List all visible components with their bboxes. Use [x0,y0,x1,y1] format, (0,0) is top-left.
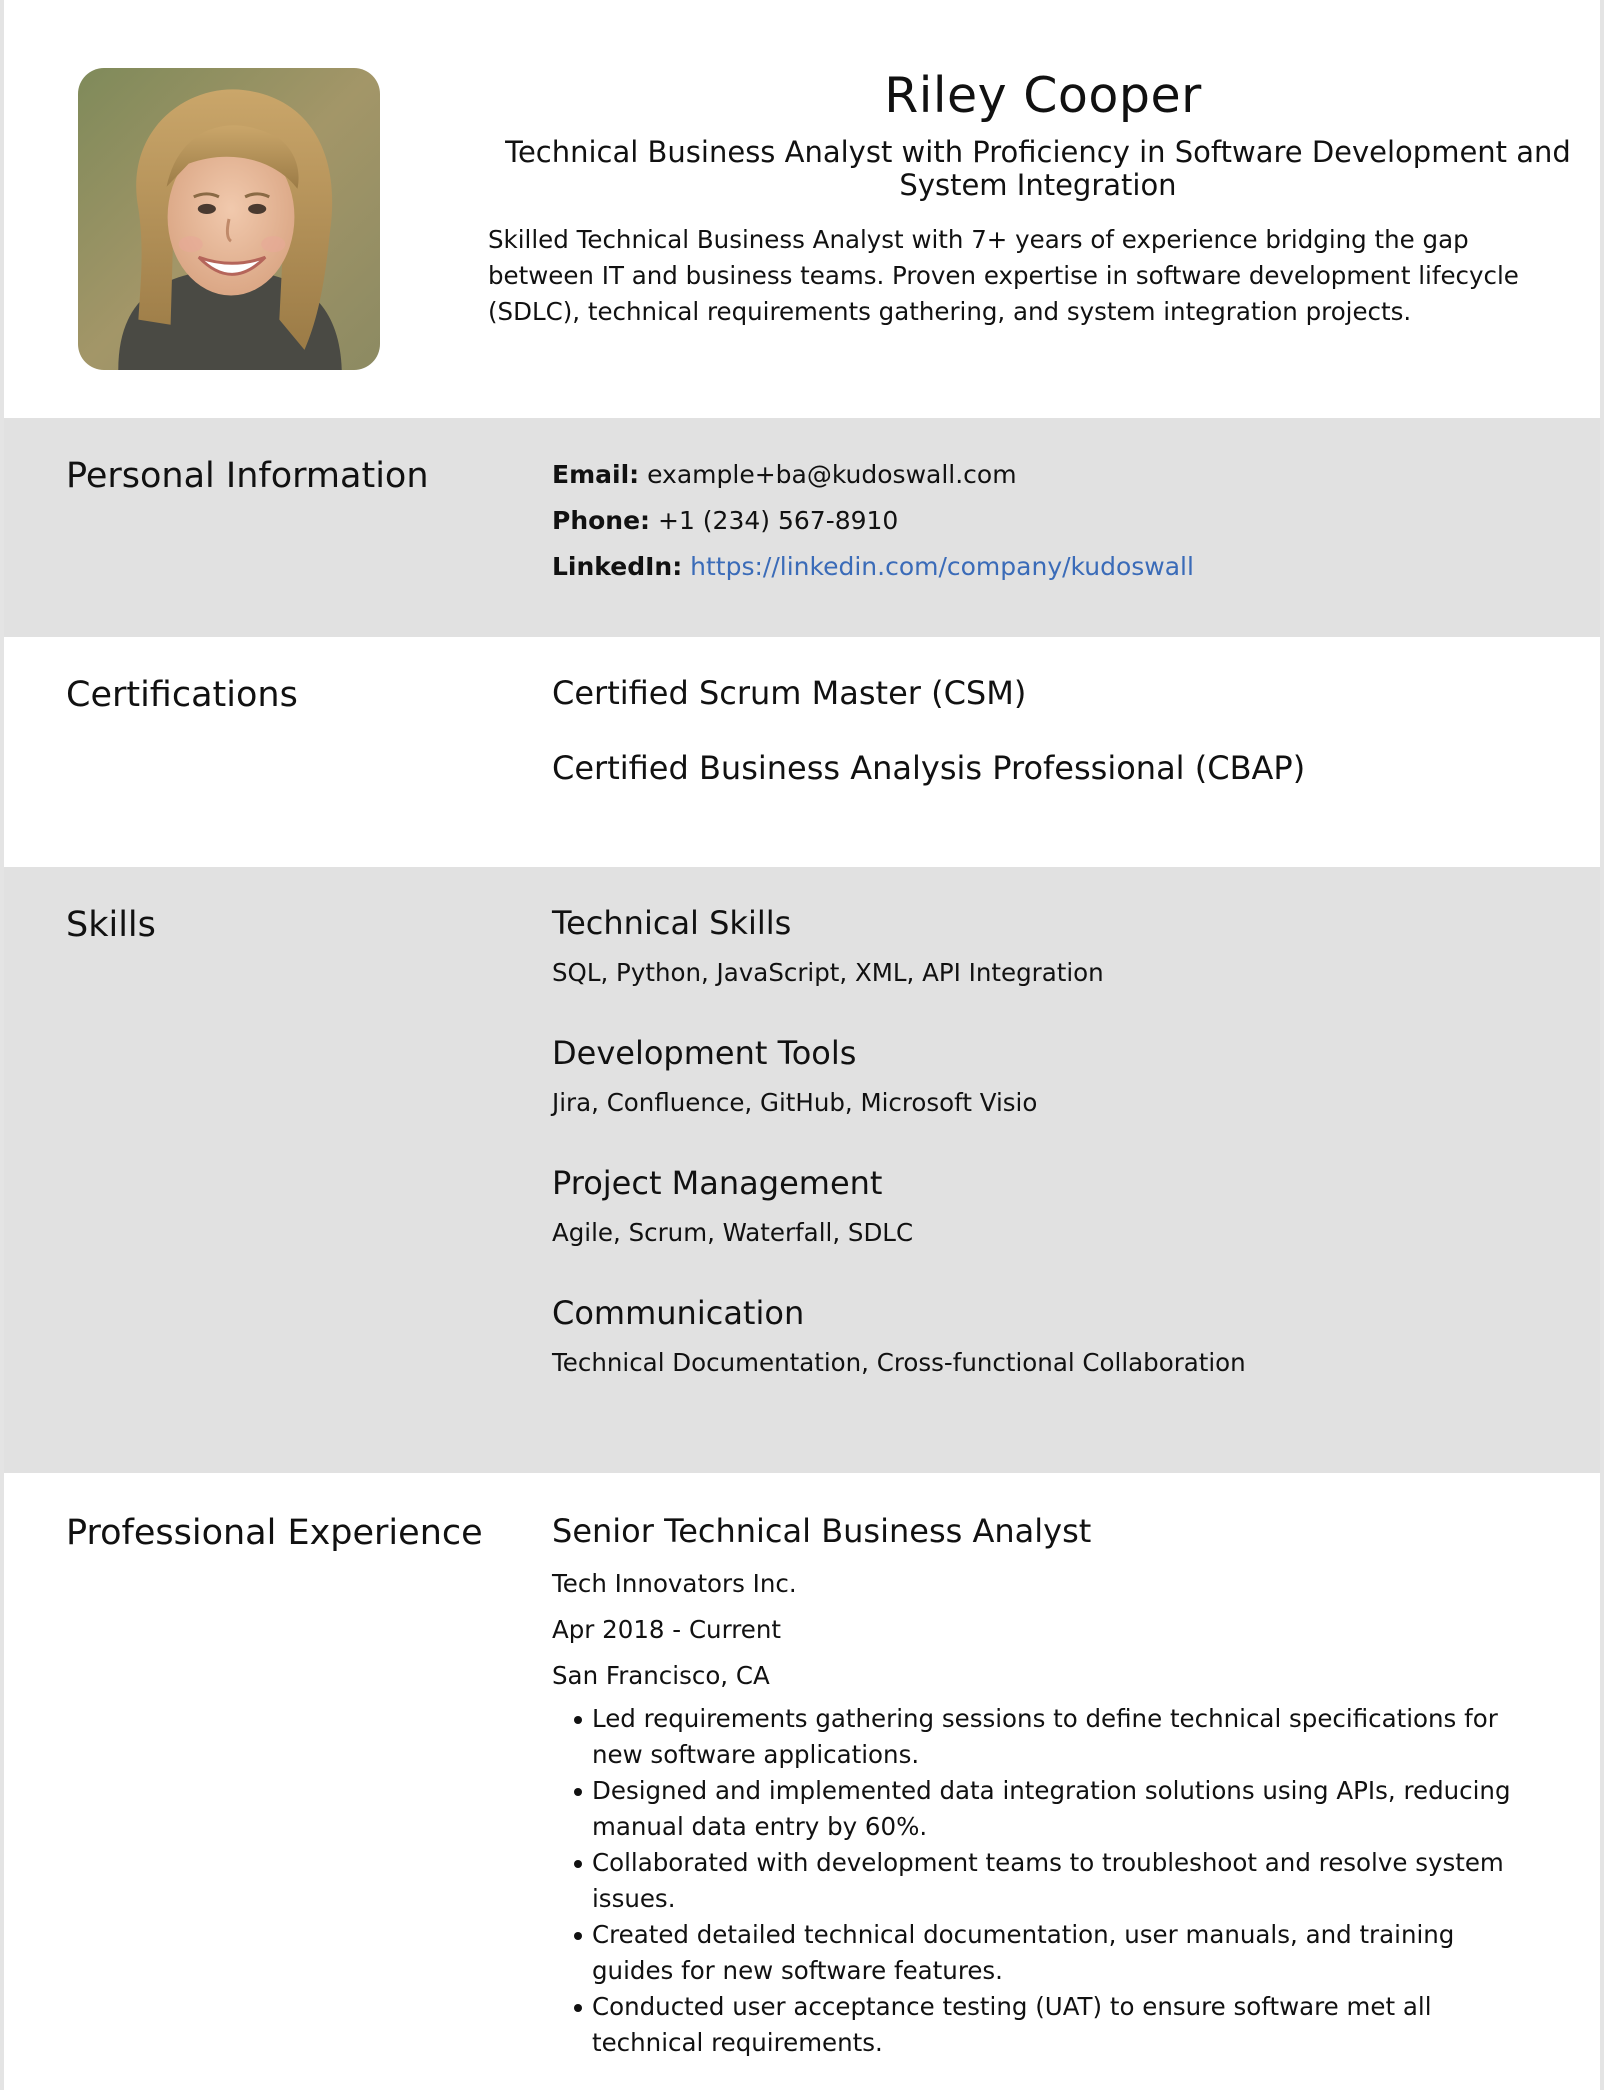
personal-information-body [552,452,1552,590]
phone-value[interactable]: +1 (234) 567-8910 [658,506,899,535]
job-dates: Apr 2018 - Current [552,1615,781,1644]
experience-body [552,1509,1552,2061]
job-bullet: Conducted user acceptance testing (UAT) to ensure software met all technical requirements. [552,1989,1542,2061]
email-label: Email: [552,460,640,489]
linkedin-label: LinkedIn: [552,552,683,581]
certification-item: Certified Scrum Master (CSM) [552,674,1027,712]
skills-body [552,901,1552,1421]
skill-group-value: Jira, Confluence, GitHub, Microsoft Visio [552,1088,1038,1117]
phone-row [552,498,1552,544]
personal-information-section [4,418,1600,637]
profile-photo [78,68,380,370]
section-title: Professional Experience [66,1513,483,1553]
email-value[interactable]: example+ba@kudoswall.com [647,460,1017,489]
section-title: Personal Information [66,456,429,496]
job-bullet: Created detailed technical documentation, user manuals, and training guides for new software features. [552,1917,1542,1989]
job-role: Senior Technical Business Analyst [552,1512,1092,1550]
header-text [488,62,1588,330]
linkedin-link[interactable]: https://linkedin.com/company/kudoswall [690,552,1194,581]
email-row [552,452,1552,498]
certifications-body [552,671,1552,821]
skill-group-value: SQL, Python, JavaScript, XML, API Integration [552,958,1104,987]
phone-label: Phone: [552,506,651,535]
skill-group-title: Communication [552,1294,805,1332]
candidate-headline: Technical Business Analyst with Proficiency in Software Development and System Integration [505,135,1571,202]
job-company: Tech Innovators Inc. [552,1569,797,1598]
section-title: Certifications [66,675,298,715]
job-bullet: Collaborated with development teams to troubleshoot and resolve system issues. [552,1845,1542,1917]
job-bullet: Designed and implemented data integration solutions using APIs, reducing manual data entry by 60%. [552,1773,1542,1845]
skill-group-value: Agile, Scrum, Waterfall, SDLC [552,1218,914,1247]
candidate-name: Riley Cooper [884,67,1202,124]
skill-group-title: Development Tools [552,1034,857,1072]
resume-header [4,0,1600,418]
skills-section [4,867,1600,1473]
certifications-section [4,637,1600,867]
professional-experience-section [4,1473,1600,2090]
section-title: Skills [66,905,156,945]
skill-group-value: Technical Documentation, Cross-functional Collaboration [552,1348,1246,1377]
skill-group-title: Technical Skills [552,904,792,942]
profile-photo-image [78,68,380,370]
job-bullets [552,1701,1542,2061]
job-bullet: Led requirements gathering sessions to define technical specifications for new software applications. [552,1701,1542,1773]
candidate-summary: Skilled Technical Business Analyst with 7+ years of experience bridging the gap between IT and business teams. Proven expertise in software development lifecycle (SDLC), technical requirements gathering, and system integration projects. [488,225,1519,326]
skill-group-title: Project Management [552,1164,883,1202]
linkedin-row [552,544,1552,590]
job-location: San Francisco, CA [552,1661,770,1690]
certification-item: Certified Business Analysis Professional (CBAP) [552,749,1306,787]
